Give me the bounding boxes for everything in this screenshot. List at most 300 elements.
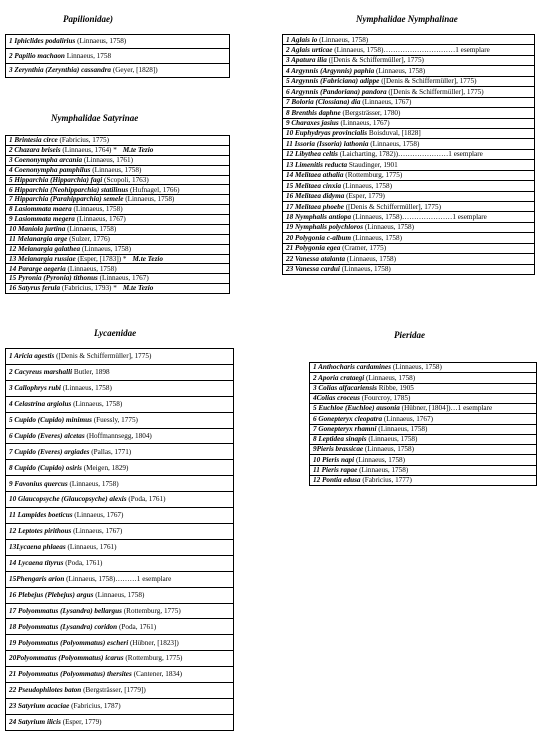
- table-row: [6, 539, 234, 555]
- species-name: 21 Polygonia egea: [286, 244, 341, 253]
- species-cell: [6, 49, 230, 63]
- table-row: [6, 35, 230, 49]
- table-row: [283, 35, 535, 45]
- table-row: [6, 603, 234, 619]
- nymphalinae-title: Nymphalidae Nymphalinae: [356, 14, 458, 24]
- species-cell: [6, 364, 234, 380]
- species-name: 24 Satyrium ilicis: [9, 718, 61, 727]
- species-cell: [6, 603, 234, 619]
- table-row: [283, 233, 535, 243]
- table-row: [6, 175, 230, 185]
- species-cell: [283, 222, 535, 232]
- species-name: 19 Polyommatus (Polyommatus) escheri: [9, 638, 129, 647]
- species-cell: [6, 539, 234, 555]
- species-author: ([Denis & Schiffermüller], 1775): [326, 56, 424, 65]
- species-author: (Esper, 1779): [344, 192, 385, 201]
- species-author: (Linnaeus, 1758): [71, 399, 123, 408]
- species-name: 14 Lycaena tityrus: [9, 559, 64, 568]
- table-row: [6, 364, 234, 380]
- species-cell: [6, 264, 230, 274]
- species-author: (Linnaeus, 1758): [90, 165, 142, 174]
- species-cell: [6, 444, 234, 460]
- species-name: 2 Cacyreus marshalli: [9, 368, 73, 377]
- nymphalinae-table: [282, 34, 535, 275]
- species-cell: [6, 460, 234, 476]
- species-cell: [6, 587, 234, 603]
- table-row: [6, 264, 230, 274]
- species-name: 23 Vanessa cardui: [286, 265, 340, 274]
- species-name: 3 Callophrys rubi: [9, 384, 61, 393]
- species-author: Staudinger, 1901: [347, 160, 398, 169]
- species-author: (Bergsträsser, [1779]): [81, 686, 146, 695]
- species-name: 1 Brintesia circe: [9, 136, 58, 145]
- table-row: [6, 635, 234, 651]
- species-cell: [310, 373, 537, 383]
- table-row: [6, 155, 230, 165]
- species-name: 14 Pararge aegeria: [9, 264, 66, 273]
- species-author: (Linnaeus, 1758): [345, 254, 397, 263]
- species-author: (Linnaeus, 1758): [363, 223, 414, 232]
- table-row: [310, 373, 537, 383]
- species-cell: [310, 465, 537, 475]
- specimen-note: …………………1 esemplare: [397, 150, 483, 159]
- species-name: 4 Argynnis (Argynnis) paphia: [286, 66, 375, 75]
- table-row: [283, 191, 535, 201]
- satyrinae-table: [5, 135, 230, 294]
- species-name: 13 Limenitis reducta: [286, 160, 348, 169]
- table-row: [310, 383, 537, 393]
- species-author: (Pallas, 1771): [89, 447, 132, 456]
- species-name: 6 Cupido (Everes) alcetas: [9, 431, 85, 440]
- species-author: ([Denis & Schiffermüller], 1775): [386, 87, 484, 96]
- species-cell: [6, 195, 230, 205]
- table-row: [6, 492, 234, 508]
- species-cell: [283, 170, 535, 180]
- table-row: [6, 234, 230, 244]
- species-author: (Fabricius, 1775): [57, 136, 110, 145]
- species-cell: [283, 191, 535, 201]
- species-cell: [283, 45, 535, 55]
- species-author: (Linnaeus, 1758): [75, 37, 127, 46]
- species-author: (Linnaeus, 1758): [391, 363, 442, 372]
- table-row: [310, 475, 537, 485]
- species-cell: [6, 412, 234, 428]
- table-row: [6, 476, 234, 492]
- species-author: ([Denis & Schiffermüller], 1775): [379, 77, 477, 86]
- species-name: 6 Gonepteryx cleopatra: [313, 414, 383, 423]
- species-name: 12 Libythea celtis: [286, 150, 338, 159]
- table-row: [6, 651, 234, 667]
- species-name: 20Polyommatus (Polyommatus) icarus: [9, 654, 124, 663]
- species-author: (Linnaeus, 1758): [357, 465, 409, 474]
- species-name: 3 Coenonympha arcania: [9, 155, 83, 164]
- species-author: Ribbe, 1905: [376, 383, 414, 392]
- species-cell: [6, 136, 230, 146]
- species-name: 9 Favonius quercus: [9, 479, 68, 488]
- table-row: [6, 195, 230, 205]
- species-author: (Linnaeus, 1758): [368, 139, 420, 148]
- species-name: 16 Plebejus (Plebejus) argus: [9, 590, 94, 599]
- species-author: (Scopoli, 1763): [102, 175, 149, 184]
- species-name: 3 Zerynthia (Zerynthia) cassandra: [9, 66, 112, 75]
- species-author: (Linnaeus, 1758): [332, 45, 384, 54]
- species-cell: [283, 243, 535, 253]
- species-name: 11 Melanargia arge: [9, 234, 68, 243]
- species-author: (Fabricius, 1787): [69, 702, 121, 711]
- table-row: [283, 76, 535, 86]
- species-name: 11 Pieris rapae: [313, 465, 358, 474]
- species-author: (Hübner, [1823]): [128, 638, 179, 647]
- species-cell: [6, 492, 234, 508]
- species-author: (Linnaeus, 1767): [382, 414, 433, 423]
- species-cell: [6, 683, 234, 699]
- table-row: [283, 149, 535, 159]
- species-cell: [310, 475, 537, 485]
- locality-note: M.te Tezio: [132, 254, 163, 263]
- table-row: [283, 45, 535, 55]
- table-row: [283, 118, 535, 128]
- species-author: (Esper, 1779): [60, 718, 102, 727]
- species-author: (Cramer, 1775): [340, 244, 387, 253]
- table-row: [6, 63, 230, 77]
- species-cell: [283, 212, 535, 222]
- species-author: (Linnaeus, 1767): [97, 274, 149, 283]
- specimen-note: ………1 esemplare: [115, 574, 172, 583]
- table-row: [283, 264, 535, 274]
- species-name: 2 Aporia crataegi: [313, 373, 365, 382]
- species-name: 15 Melitaea cinxia: [286, 181, 342, 190]
- table-row: [310, 363, 537, 373]
- species-name: 17 Polyommatus (Lysandra) bellargus: [9, 606, 122, 615]
- species-cell: [6, 205, 230, 215]
- table-row: [283, 212, 535, 222]
- species-name: 3 Colias alfacariensis: [313, 383, 377, 392]
- table-row: [6, 587, 234, 603]
- species-name: 10 Maniola jurtina: [9, 225, 66, 234]
- species-cell: [310, 424, 537, 434]
- species-cell: [283, 66, 535, 76]
- table-row: [310, 465, 537, 475]
- table-row: [6, 412, 234, 428]
- species-author: (Linnaeus, 1758): [123, 195, 175, 204]
- species-name: 7 Gonepteryx rhamni: [313, 424, 377, 433]
- species-cell: [6, 274, 230, 284]
- species-name: 4 Coenonympha pamphilus: [9, 165, 91, 174]
- species-cell: [6, 396, 234, 412]
- species-cell: [6, 254, 230, 264]
- table-row: [6, 444, 234, 460]
- table-row: [6, 714, 234, 730]
- species-author: (Linnaeus, 1767): [72, 511, 124, 520]
- species-author: (Linnaeus, 1758): [366, 435, 418, 444]
- species-name: 15Phengaris arion: [9, 574, 65, 583]
- pieridae-table: [309, 362, 537, 486]
- species-cell: [283, 233, 535, 243]
- species-author: (Linnaeus, 1758): [364, 373, 416, 382]
- species-author: (Linnaeus, 1758): [65, 264, 117, 273]
- species-cell: [6, 651, 234, 667]
- species-author: (Geyer, [1828]): [111, 66, 158, 75]
- table-row: [6, 274, 230, 284]
- species-cell: [283, 128, 535, 138]
- species-name: 2 Aglais urticae: [286, 45, 333, 54]
- species-author: (Linnaeus, 1761): [82, 155, 133, 164]
- species-author: (Fabricius, 1793) *: [60, 284, 117, 293]
- species-name: 16 Satyrus ferula: [9, 284, 61, 293]
- species-author: (Hübner, [1804]): [399, 404, 451, 413]
- species-name: 20 Polygonia c-album: [286, 233, 352, 242]
- species-name: 3 Apatura ilia: [286, 56, 327, 65]
- species-author: (Fuessly, 1775): [91, 415, 138, 424]
- table-row: [283, 87, 535, 97]
- species-cell: [283, 254, 535, 264]
- species-name: 1 Anthocharis cardamines: [313, 363, 392, 372]
- species-cell: [6, 508, 234, 524]
- species-cell: [283, 55, 535, 65]
- species-name: 5 Euchloe (Euchloe) ausonia: [313, 404, 400, 413]
- species-author: (Rottemburg, 1775): [121, 606, 181, 615]
- species-cell: [283, 76, 535, 86]
- species-name: 18 Polyommatus (Lysandra) coridon: [9, 622, 118, 631]
- species-cell: [6, 523, 234, 539]
- species-name: 2 Papilio machaon: [9, 51, 65, 60]
- species-name: 10 Pieris napi: [313, 455, 355, 464]
- specimen-note: …………………1 esemplare: [402, 212, 487, 221]
- species-author: (Fourcroy, 1785): [359, 394, 411, 403]
- species-name: 19 Nymphalis polychloros: [286, 223, 364, 232]
- table-row: [283, 254, 535, 264]
- table-row: [310, 404, 537, 414]
- table-row: [310, 414, 537, 424]
- species-author: (Linnaeus, 1767): [338, 119, 390, 128]
- table-row: [6, 396, 234, 412]
- species-cell: [6, 155, 230, 165]
- species-name: 9 Charaxes jasius: [286, 119, 339, 128]
- species-author: (Cantener, 1834): [131, 670, 183, 679]
- species-cell: [310, 445, 537, 455]
- table-row: [310, 424, 537, 434]
- species-author: (Linnaeus, 1758): [341, 181, 393, 190]
- table-row: [310, 393, 537, 403]
- table-row: [6, 460, 234, 476]
- lycaenidae-table: [5, 348, 234, 731]
- species-author: (Poda, 1761): [63, 559, 103, 568]
- species-author: (Laicharting, 1782)): [337, 150, 398, 159]
- species-author: (Linnaeus, 1758): [354, 455, 406, 464]
- species-author: (Linnaeus, 1758): [67, 479, 119, 488]
- species-cell: [6, 714, 234, 730]
- species-author: (Linnaeus, 1758): [376, 424, 428, 433]
- species-author: (Rottemburg, 1775): [343, 171, 403, 180]
- species-author: (Linnaeus, 1758): [64, 574, 116, 583]
- species-name: 15 Pyronia (Pyronia) tithonus: [9, 274, 98, 283]
- specimen-note: …………………………1 esemplare: [383, 45, 490, 54]
- species-cell: [6, 175, 230, 185]
- table-row: [6, 254, 230, 264]
- species-name: 23 Satyrium acaciae: [9, 702, 70, 711]
- species-author: (Esper, [1783]) *: [75, 254, 127, 263]
- species-cell: [310, 455, 537, 465]
- species-cell: [310, 434, 537, 444]
- species-cell: [6, 555, 234, 571]
- species-name: 1 Aricia agestis: [9, 352, 55, 361]
- species-cell: [283, 118, 535, 128]
- table-row: [6, 136, 230, 146]
- species-cell: [283, 108, 535, 118]
- species-cell: [283, 149, 535, 159]
- species-name: 5 Hipparchia (Hipparchia) fagi: [9, 175, 103, 184]
- species-cell: [6, 35, 230, 49]
- species-author: (Linnaeus, 1767): [71, 527, 123, 536]
- species-author: (Linnaeus, 1758): [65, 225, 117, 234]
- species-name: 18 Nymphalis antiopa: [286, 212, 352, 221]
- species-author: (Linnaeus, 1758): [339, 265, 391, 274]
- table-row: [283, 108, 535, 118]
- table-row: [283, 97, 535, 107]
- species-cell: [6, 667, 234, 683]
- species-author: (Sulzer, 1776): [67, 234, 110, 243]
- species-name: 11 Issoria (Issoria) lathonia: [286, 139, 369, 148]
- species-cell: [283, 139, 535, 149]
- species-cell: [6, 234, 230, 244]
- table-row: [6, 683, 234, 699]
- table-row: [6, 523, 234, 539]
- table-row: [283, 181, 535, 191]
- species-name: 8 Cupido (Cupido) osiris: [9, 463, 82, 472]
- species-cell: [6, 349, 234, 365]
- species-name: 1 Aglais io: [286, 35, 318, 44]
- species-cell: [283, 181, 535, 191]
- species-cell: [6, 244, 230, 254]
- table-row: [6, 555, 234, 571]
- species-author: (Linnaeus, 1758): [80, 244, 131, 253]
- species-name: 13 Melanargia russiae: [9, 254, 76, 263]
- species-name: 2 Chazara briseis: [9, 146, 61, 155]
- table-row: [6, 698, 234, 714]
- species-cell: [310, 404, 537, 414]
- species-cell: [283, 202, 535, 212]
- table-row: [6, 215, 230, 225]
- species-cell: [310, 383, 537, 393]
- species-author: (Linnaeus, 1758): [71, 205, 123, 214]
- species-cell: [6, 698, 234, 714]
- table-row: [6, 49, 230, 63]
- table-row: [6, 508, 234, 524]
- table-row: [6, 224, 230, 234]
- species-name: 7 Cupido (Everes) argiades: [9, 447, 90, 456]
- species-name: 11 Lampides boeticus: [9, 511, 73, 520]
- species-name: 4Colias croceus: [313, 394, 360, 403]
- table-row: [310, 434, 537, 444]
- species-cell: [6, 635, 234, 651]
- table-row: [6, 145, 230, 155]
- species-name: 22 Vanessa atalanta: [286, 254, 346, 263]
- species-author: ([Denis & Schiffermüller], 1775): [54, 352, 152, 361]
- species-author: ([Denis & Schiffermüller], 1775): [343, 202, 441, 211]
- table-row: [6, 619, 234, 635]
- species-author: (Linnaeus, 1767): [74, 215, 126, 224]
- species-author: (Bergsträsser, 1780): [340, 108, 401, 117]
- species-name: 6 Hipparchia (Neohipparchia) statilinus: [9, 185, 129, 194]
- species-name: 4 Celastrina argiolus: [9, 399, 72, 408]
- species-name: 12 Leptotes pirithous: [9, 527, 72, 536]
- species-author: (Poda, 1761): [126, 495, 166, 504]
- species-name: 10 Euphydryas provincialis: [286, 129, 368, 138]
- species-author: (Linnaeus, 1758): [60, 384, 112, 393]
- species-author: (Linnaeus, 1758): [351, 233, 402, 242]
- specimen-note: …1 esemplare: [450, 404, 493, 413]
- species-name: 14 Melitaea athalia: [286, 171, 344, 180]
- species-author: (Rottemburg, 1775): [123, 654, 183, 663]
- species-name: 12 Pontia edusa: [313, 476, 361, 485]
- satyrinae-title: Nymphalidae Satyrinae: [51, 113, 139, 123]
- species-cell: [6, 215, 230, 225]
- species-author: (Hoffmannsegg, 1804): [84, 431, 152, 440]
- table-row: [283, 202, 535, 212]
- species-author: (Linnaeus, 1758): [374, 66, 426, 75]
- table-row: [6, 667, 234, 683]
- species-cell: [283, 35, 535, 45]
- table-row: [283, 128, 535, 138]
- species-name: 6 Argynnis (Pandoriana) pandora: [286, 87, 387, 96]
- species-author: (Linnaeus, 1767): [360, 98, 412, 107]
- papilionidae-table: [5, 34, 230, 78]
- species-author: (Linnaeus, 1761): [65, 543, 117, 552]
- locality-note: M.te Tezio: [122, 284, 154, 293]
- species-name: 7 Hipparchia (Parahipparchia) semele: [9, 195, 124, 204]
- table-row: [6, 244, 230, 254]
- species-author: Boisduval, [1828]: [367, 129, 421, 138]
- table-row: [6, 380, 234, 396]
- table-row: [6, 284, 230, 294]
- species-cell: [6, 284, 230, 294]
- table-row: [6, 185, 230, 195]
- table-row: [283, 222, 535, 232]
- table-row: [283, 66, 535, 76]
- species-cell: [6, 165, 230, 175]
- pieridae-title: Pieridae: [394, 330, 425, 340]
- species-name: 13Lycaena phlaeas: [9, 543, 66, 552]
- species-author: (Linnaeus, 1758): [363, 445, 415, 454]
- species-author: (Linnaeus, 1764) *: [60, 146, 117, 155]
- species-cell: [6, 380, 234, 396]
- species-cell: [6, 185, 230, 195]
- species-name: 8 Brenthis daphne: [286, 108, 341, 117]
- species-name: 8 Lasiommata maera: [9, 205, 72, 214]
- species-cell: [283, 87, 535, 97]
- table-row: [6, 349, 234, 365]
- species-name: 22 Pseudophilotes baton: [9, 686, 82, 695]
- species-cell: [6, 145, 230, 155]
- table-row: [283, 243, 535, 253]
- species-name: 9 Lasiommata megera: [9, 215, 75, 224]
- species-cell: [6, 428, 234, 444]
- table-row: [283, 170, 535, 180]
- species-name: 9Pieris brassicae: [313, 445, 364, 454]
- species-name: 8 Leptidea sinapis: [313, 435, 367, 444]
- table-row: [283, 160, 535, 170]
- species-name: 5 Cupido (Cupido) minimus: [9, 415, 92, 424]
- species-author: (Linnaeus, 1758): [351, 212, 403, 221]
- table-row: [283, 139, 535, 149]
- species-name: 12 Melanargia galathea: [9, 244, 81, 253]
- table-row: [6, 571, 234, 587]
- species-author: (Linnaeus, 1758): [93, 590, 145, 599]
- species-name: 17 Melitaea phoebe: [286, 202, 344, 211]
- species-name: 5 Argynnis (Fabriciana) adippe: [286, 77, 380, 86]
- species-author: (Meigen, 1829): [81, 463, 129, 472]
- species-cell: [6, 224, 230, 234]
